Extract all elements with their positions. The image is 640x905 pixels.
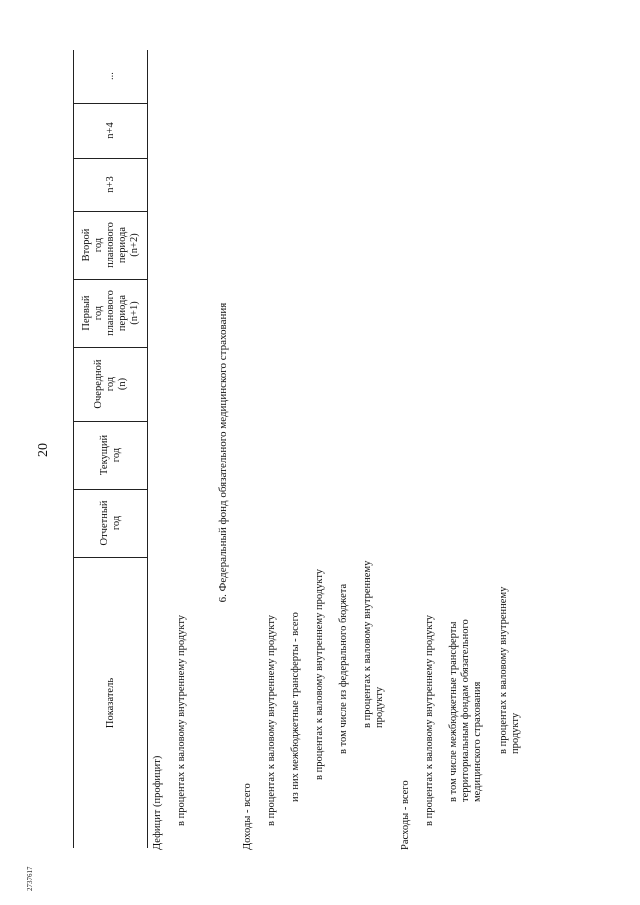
header-current-year: Текущий год — [74, 421, 147, 490]
header-plan-year-2: Второй год планового периода (n+2) — [74, 211, 147, 280]
page-number: 20 — [36, 443, 51, 457]
header-indicator: Показатель — [104, 677, 116, 729]
row-deficit-gdp: в процентах к валовому внутреннему продукту — [176, 614, 187, 826]
row-federal-budget-gdp: в процентах к валовому внутреннему продукту — [362, 560, 385, 728]
row-from-federal-budget: в том числе из федерального бюджета — [338, 583, 349, 754]
table-header — [73, 50, 148, 848]
row-revenues-gdp: в процентах к валовому внутреннему продукту — [266, 614, 277, 826]
header-n-plus-3: n+3 — [74, 158, 147, 212]
header-plan-year-1: Первый год планового периода (n+1) — [74, 279, 147, 348]
row-territorial-funds-gdp: в процентах к валовому внутреннему продукту — [498, 586, 521, 754]
row-deficit: Дефицит (профицит) — [152, 755, 163, 850]
header-n-plus-4: n+4 — [74, 103, 147, 159]
header-more: ... — [74, 49, 147, 104]
row-expenses-gdp: в процентах к валовому внутреннему продукту — [424, 614, 435, 826]
document-code: 2737617 — [26, 866, 34, 891]
row-transfers-total: из них межбюджетные трансферты - всего — [290, 612, 301, 802]
row-transfers-territorial-funds: в том числе межбюджетные трансферты территориальным фондам обязательного медицинского страхования — [448, 619, 483, 802]
header-reported-year: Отчетный год — [74, 489, 147, 558]
section-title: 6. Федеральный фонд обязательного медицинского страхования — [217, 302, 229, 603]
row-transfers-gdp: в процентах к валовому внутреннему продукту — [314, 568, 325, 780]
row-revenues-total: Доходы - всего — [242, 783, 253, 850]
header-next-year: Очередной год (n) — [74, 347, 147, 422]
row-expenses-total: Расходы - всего — [400, 780, 411, 850]
